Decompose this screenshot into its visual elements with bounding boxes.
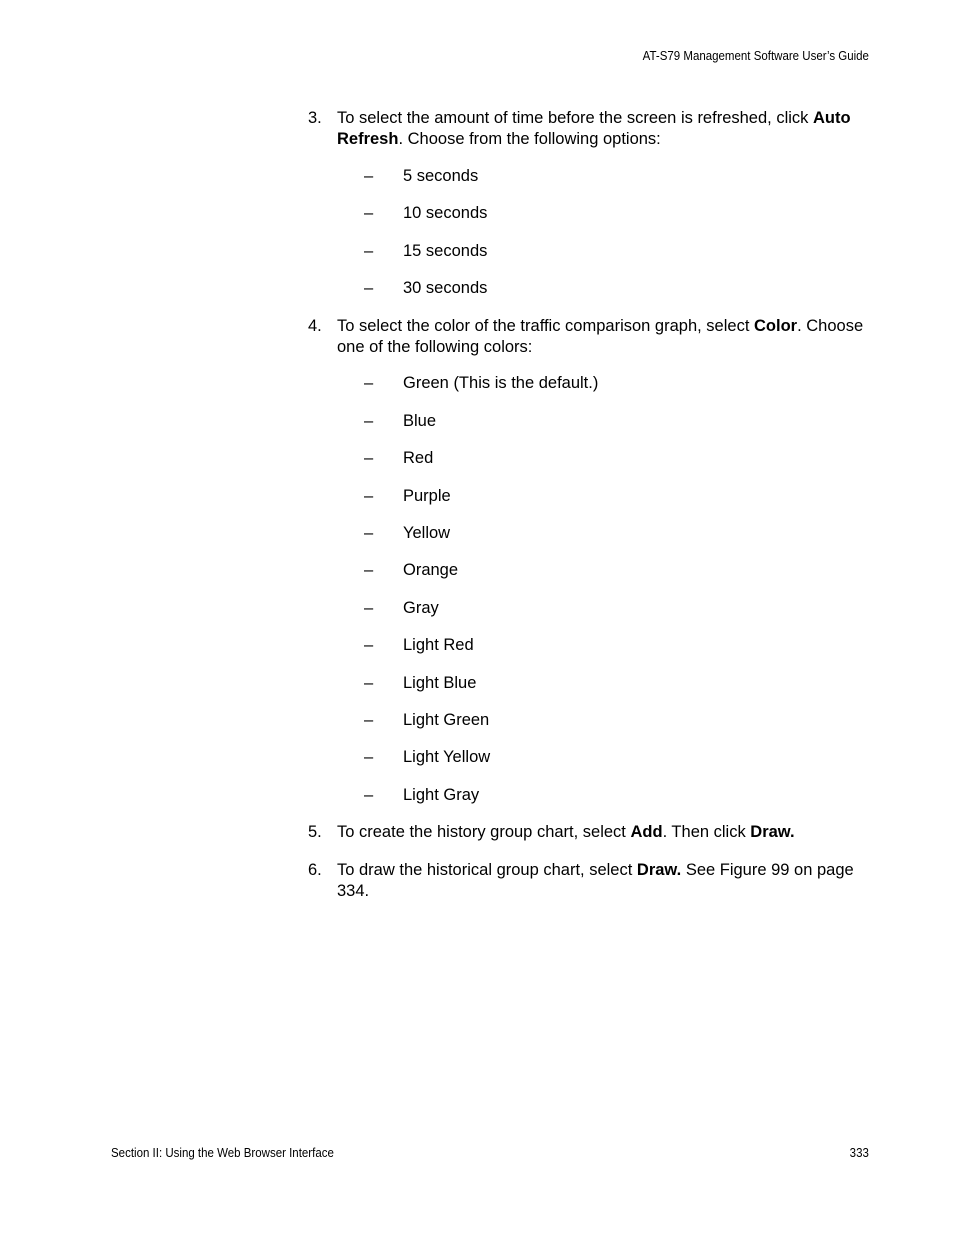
- list-item: – Light Green: [364, 711, 490, 729]
- list-item: – Light Gray: [364, 786, 480, 804]
- list-item: – Light Red: [364, 636, 474, 654]
- page-number: 333: [849, 1146, 869, 1160]
- list-item: – 15 seconds: [364, 242, 488, 260]
- list-item: – Green (This is the default.): [364, 374, 599, 392]
- step-4: [308, 316, 874, 358]
- step-number: 6.: [308, 861, 322, 879]
- list-item: – Light Blue: [364, 674, 477, 692]
- section-title: Section II: Using the Web Browser Interface: [111, 1146, 334, 1160]
- step-5: [308, 822, 874, 843]
- step-text: To draw the historical group chart, select Draw. See Figure 99 on page 334.: [337, 861, 854, 900]
- list-item: – 10 seconds: [364, 204, 488, 222]
- list-item: – Purple: [364, 487, 451, 505]
- step-number: 5.: [308, 823, 322, 841]
- step-number: 4.: [308, 317, 322, 335]
- list-item: – Orange: [364, 561, 459, 579]
- list-item: – Gray: [364, 599, 439, 617]
- list-item: – 5 seconds: [364, 167, 479, 185]
- guide-title: AT-S79 Management Software User’s Guide: [642, 49, 869, 63]
- list-item: – Yellow: [364, 524, 451, 542]
- step-6: [308, 860, 874, 902]
- step-text: To select the amount of time before the screen is refreshed, click Auto Refresh. Choose from the following options:: [337, 109, 851, 148]
- list-item: – Light Yellow: [364, 748, 491, 766]
- list-item: – Red: [364, 449, 434, 467]
- step-text: To create the history group chart, select Add. Then click Draw.: [337, 823, 795, 841]
- step-3: [308, 108, 874, 150]
- step-number: 3.: [308, 109, 322, 127]
- list-item: – Blue: [364, 412, 437, 430]
- step-text: To select the color of the traffic comparison graph, select Color. Choose one of the following colors:: [337, 317, 864, 356]
- list-item: – 30 seconds: [364, 279, 488, 297]
